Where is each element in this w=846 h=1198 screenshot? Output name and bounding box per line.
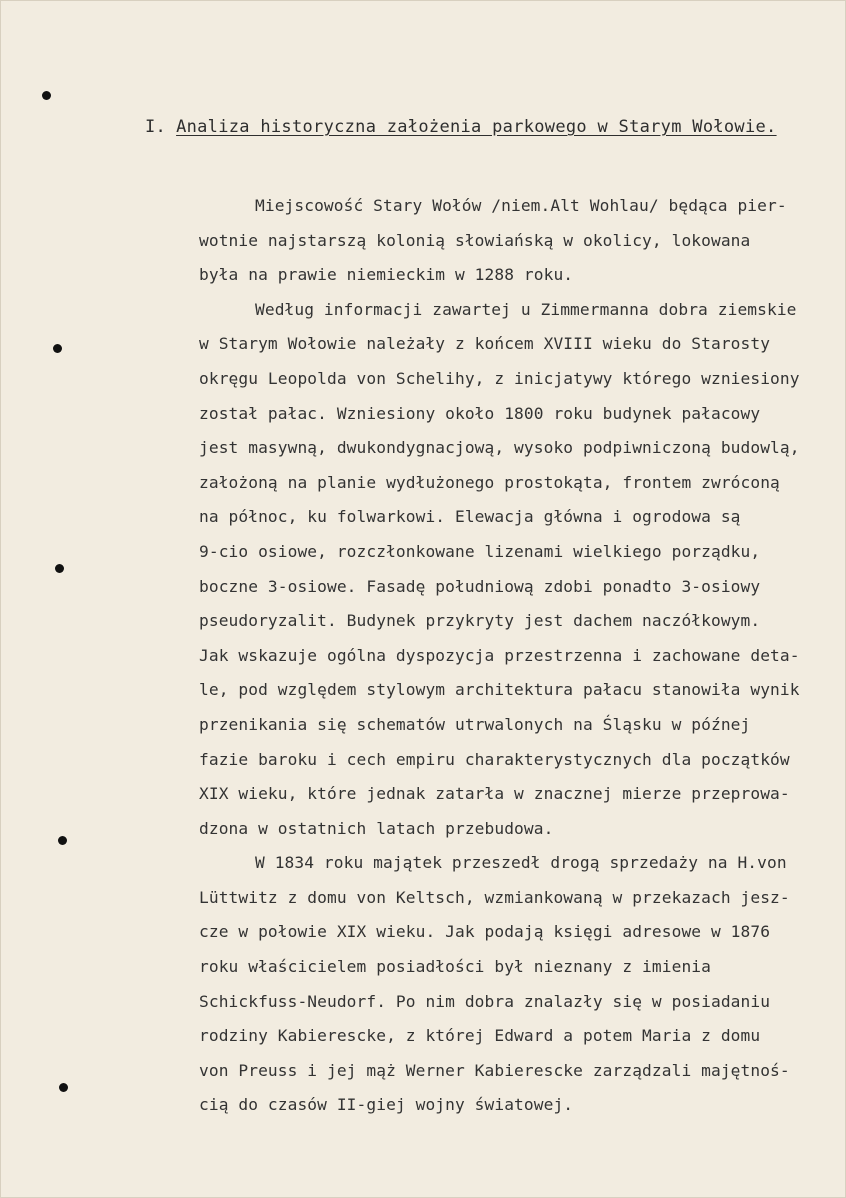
paragraph-line: fazie baroku i cech empiru charakterystycznych dla początków: [199, 749, 790, 769]
body-text: [199, 189, 829, 1123]
paragraph-line: przenikania się schematów utrwalonych na Śląsku w późnej: [199, 714, 751, 734]
paragraph-line: była na prawie niemieckim w 1288 roku.: [199, 265, 574, 285]
paragraph-line: w Starym Wołowie należały z końcem XVIII wieku do Starosty: [199, 334, 771, 354]
paragraph-line: roku właścicielem posiadłości był nieznany z imienia: [199, 957, 711, 977]
paragraph-line: Lüttwitz z domu von Keltsch, wzmiankowaną w przekazach jesz-: [199, 887, 790, 907]
paragraph-line: został pałac. Wzniesiony około 1800 roku budynek pałacowy: [199, 403, 761, 423]
paragraph-line: wotnie najstarszą kolonią słowiańską w okolicy, lokowana: [199, 230, 751, 250]
punch-hole: [59, 1083, 68, 1092]
paragraph-first-line: Miejscowość Stary Wołów /niem.Alt Wohlau/ będąca pier-: [255, 196, 787, 215]
paragraph-line: założoną na planie wydłużonego prostokąta, frontem zwróconą: [199, 472, 780, 492]
punch-hole: [42, 91, 51, 100]
paragraph-first-line: W 1834 roku majątek przeszedł drogą sprzedaży na H.von: [255, 853, 787, 873]
paragraph-line: cze w połowie XIX wieku. Jak podają księgi adresowe w 1876: [199, 922, 771, 942]
section-number: I.: [145, 117, 167, 137]
paragraph-line: boczne 3-osiowe. Fasadę południową zdobi ponadto 3-osiowy: [199, 576, 761, 596]
punch-hole: [53, 344, 62, 353]
paragraph-line: okręgu Leopolda von Schelihy, z inicjatywy którego wzniesiony: [199, 368, 800, 388]
paragraph-line: le, pod względem stylowym architektura pałacu stanowiła wynik: [199, 680, 800, 700]
paragraph-line: Schickfuss-Neudorf. Po nim dobra znalazły się w posiadaniu: [199, 991, 771, 1011]
paragraph-line: na północ, ku folwarkowi. Elewacja główna i ogrodowa są: [199, 507, 741, 527]
paragraph-line: Jak wskazuje ogólna dyspozycja przestrzenna i zachowane deta-: [199, 645, 800, 665]
paragraph-line: pseudoryzalit. Budynek przykryty jest dachem naczółkowym.: [199, 611, 761, 631]
paragraph-line: XIX wieku, które jednak zatarła w znacznej mierze przeprowa-: [199, 784, 790, 804]
section-title: Analiza historyczna założenia parkowego w Starym Wołowie.: [176, 117, 777, 137]
punch-hole: [55, 564, 64, 573]
paragraph-line: jest masywną, dwukondygnacjową, wysoko podpiwniczoną budowlą,: [199, 438, 800, 458]
section-heading: [145, 117, 777, 137]
paragraph-line: rodziny Kabierescke, z której Edward a potem Maria z domu: [199, 1026, 761, 1046]
paragraph-line: von Preuss i jej mąż Werner Kabierescke zarządzali majętnoś-: [199, 1060, 790, 1080]
paragraph-line: dzona w ostatnich latach przebudowa.: [199, 818, 554, 838]
punch-hole: [58, 836, 67, 845]
paragraph-first-line: Według informacji zawartej u Zimmermanna dobra ziemskie: [255, 299, 797, 319]
paragraph-line: 9-cio osiowe, rozczłonkowane lizenami wielkiego porządku,: [199, 541, 761, 561]
paragraph-line: cią do czasów II-giej wojny światowej.: [199, 1095, 574, 1115]
